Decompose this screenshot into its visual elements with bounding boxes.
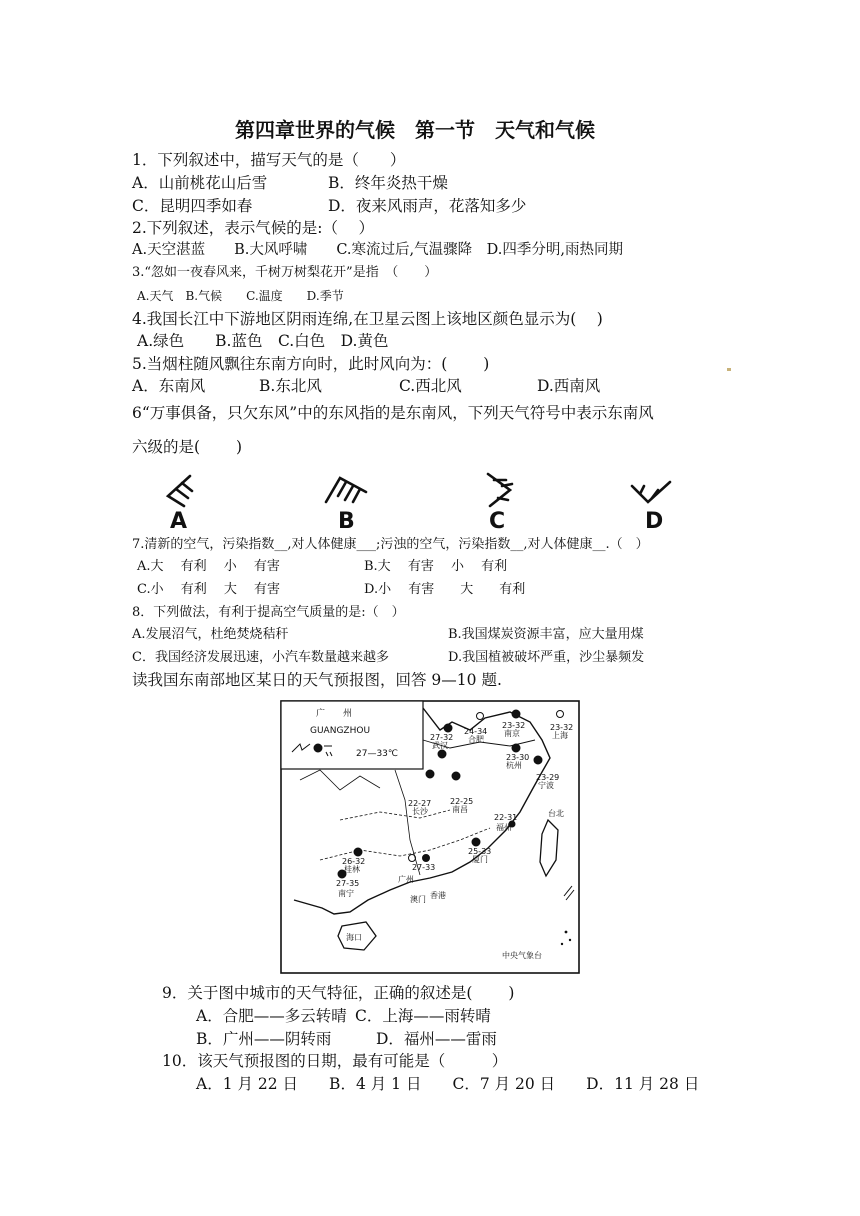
- q9-stem: 9．关于图中城市的天气特征，正确的叙述是( ): [162, 984, 515, 1002]
- city-temp-11: 25-33: [468, 847, 492, 856]
- q1-stem: 1．下列叙述中，描写天气的是（ ）: [132, 151, 406, 169]
- q10-options: A．1 月 22 日 B．4 月 1 日 C．7 月 20 日 D．11 月 28 日: [196, 1075, 700, 1093]
- city-name-0: 武汉: [432, 741, 448, 750]
- q8-option-b: B.我国煤炭资源丰富，应大量用煤: [448, 627, 644, 642]
- q3-stem: 3.“忽如一夜春风来，千树万树梨花开”是指 （ ）: [132, 265, 438, 280]
- q6-stem-line1: 6“万事俱备，只欠东风”中的东风指的是东南风，下列天气符号中表示东南风: [132, 404, 654, 422]
- inset-city: 广 州: [316, 709, 353, 719]
- wind-symbol-b-label: B: [338, 509, 355, 534]
- city-name-16: 海口: [346, 933, 362, 942]
- wind-symbol-d: [628, 476, 674, 508]
- city-temp-1: 24-34: [464, 727, 488, 736]
- q5-stem: 5.当烟柱随风飘往东南方向时，此时风向为：( ): [132, 355, 490, 373]
- city-name-15: 香港: [430, 891, 446, 900]
- wind-symbol-a-label: A: [170, 509, 188, 534]
- city-name-9: 台北: [548, 809, 564, 818]
- q7-option-c: C.小 有利 大 有害: [137, 582, 281, 597]
- inset-temp: 27—33℃: [356, 749, 399, 759]
- q7-option-a: A.大 有利 小 有害: [137, 559, 280, 574]
- q8-option-d: D.我国植被破坏严重，沙尘暴频发: [448, 650, 645, 665]
- q10-stem: 10．该天气预报图的日期，最有可能是（ ）: [162, 1052, 508, 1070]
- city-temp-8: 22-31: [494, 813, 518, 822]
- city-name-4: 杭州: [506, 761, 522, 770]
- q5-option-b: B.东北风: [259, 377, 322, 395]
- page-title: 第四章世界的气候 第一节 天气和气候: [235, 118, 595, 142]
- q9-option-b: B．广州——阴转雨: [196, 1030, 332, 1048]
- city-name-8: 福州: [496, 823, 512, 832]
- q1-option-a: A．山前桃花山后雪: [132, 174, 268, 192]
- city-name-13: 南宁: [338, 889, 354, 898]
- inset-pinyin: GUANGZHOU: [310, 726, 371, 736]
- q1-option-b: B．终年炎热干燥: [328, 174, 448, 192]
- q7-option-d: D.小 有害 大 有利: [364, 582, 526, 597]
- city-temp-3: 23-32: [550, 723, 574, 732]
- city-name-11: 厦门: [472, 855, 488, 864]
- city-temp-0: 27-32: [430, 733, 454, 742]
- q1-option-d: D．夜来风雨声，花落知多少: [328, 197, 527, 215]
- city-name-7: 南昌: [452, 805, 468, 814]
- wind-symbol-a: [160, 470, 200, 510]
- city-name-12: 广州: [398, 875, 414, 884]
- city-name-3: 上海: [552, 731, 568, 740]
- city-name-6: 长沙: [412, 807, 428, 816]
- stray-mark: [727, 368, 731, 371]
- q9-option-c: C．上海——雨转晴: [355, 1007, 491, 1025]
- city-name-10: 桂林: [344, 865, 360, 874]
- city-temp-2: 23-32: [502, 721, 526, 730]
- q9-option-a: A．合肥——多云转晴: [196, 1007, 347, 1025]
- city-name-2: 南京: [504, 729, 520, 738]
- q4-options: A.绿色 B.蓝色 C.白色 D.黄色: [137, 332, 389, 350]
- q5-option-d: D.西南风: [537, 377, 601, 395]
- city-temp-6: 22-27: [408, 799, 432, 808]
- q8-stem: 8．下列做法，有利于提高空气质量的是:（ ）: [132, 605, 405, 620]
- map-source: 中央气象台: [502, 951, 542, 960]
- city-temp-4: 23-30: [506, 753, 530, 762]
- q1-option-c: C．昆明四季如春: [132, 197, 253, 215]
- q5-option-c: C.西北风: [399, 377, 462, 395]
- q8-option-c: C．我国经济发展迅速，小汽车数量越来越多: [132, 650, 389, 665]
- wind-symbol-c-label: C: [489, 509, 506, 534]
- q2-stem: 2.下列叙述，表示气候的是:（ ）: [132, 219, 374, 237]
- q8-option-a: A.发展沼气，杜绝焚烧秸秆: [132, 627, 289, 642]
- q7-stem: 7.清新的空气，污染指数__,对人体健康___;污浊的空气，污染指数__,对人体健康__.（ ）: [132, 537, 649, 552]
- q3-options: A.天气 B.气候 C.温度 D.季节: [137, 289, 344, 303]
- q7-option-b: B.大 有害 小 有利: [364, 559, 508, 574]
- city-name-5: 宁波: [538, 781, 554, 790]
- q5-option-a: A．东南风: [132, 377, 206, 395]
- q2-options: A.天空湛蓝 B.大风呼啸 C.寒流过后,气温骤降 D.四季分明,雨热同期: [132, 242, 623, 258]
- weather-forecast-map: [280, 700, 580, 974]
- city-temp-5: 23-29: [536, 773, 560, 782]
- wind-symbol-b: [322, 472, 368, 508]
- map-intro: 读我国东南部地区某日的天气预报图，回答 9—10 题.: [132, 671, 502, 689]
- q6-stem-line2: 六级的是( ): [132, 438, 243, 456]
- q4-stem: 4.我国长江中下游地区阴雨连绵,在卫星云图上该地区颜色显示为( ): [132, 310, 603, 328]
- city-temp-7: 22-25: [450, 797, 474, 806]
- city-temp-12: 27-33: [412, 863, 436, 872]
- city-temp-10: 26-32: [342, 857, 366, 866]
- q9-option-d: D．福州——雷雨: [376, 1030, 497, 1048]
- city-temp-13: 27-35: [336, 879, 360, 888]
- city-name-1: 合肥: [468, 735, 484, 744]
- wind-symbol-d-label: D: [645, 509, 664, 534]
- city-name-14: 澳门: [410, 895, 426, 904]
- wind-symbol-c: [480, 470, 520, 510]
